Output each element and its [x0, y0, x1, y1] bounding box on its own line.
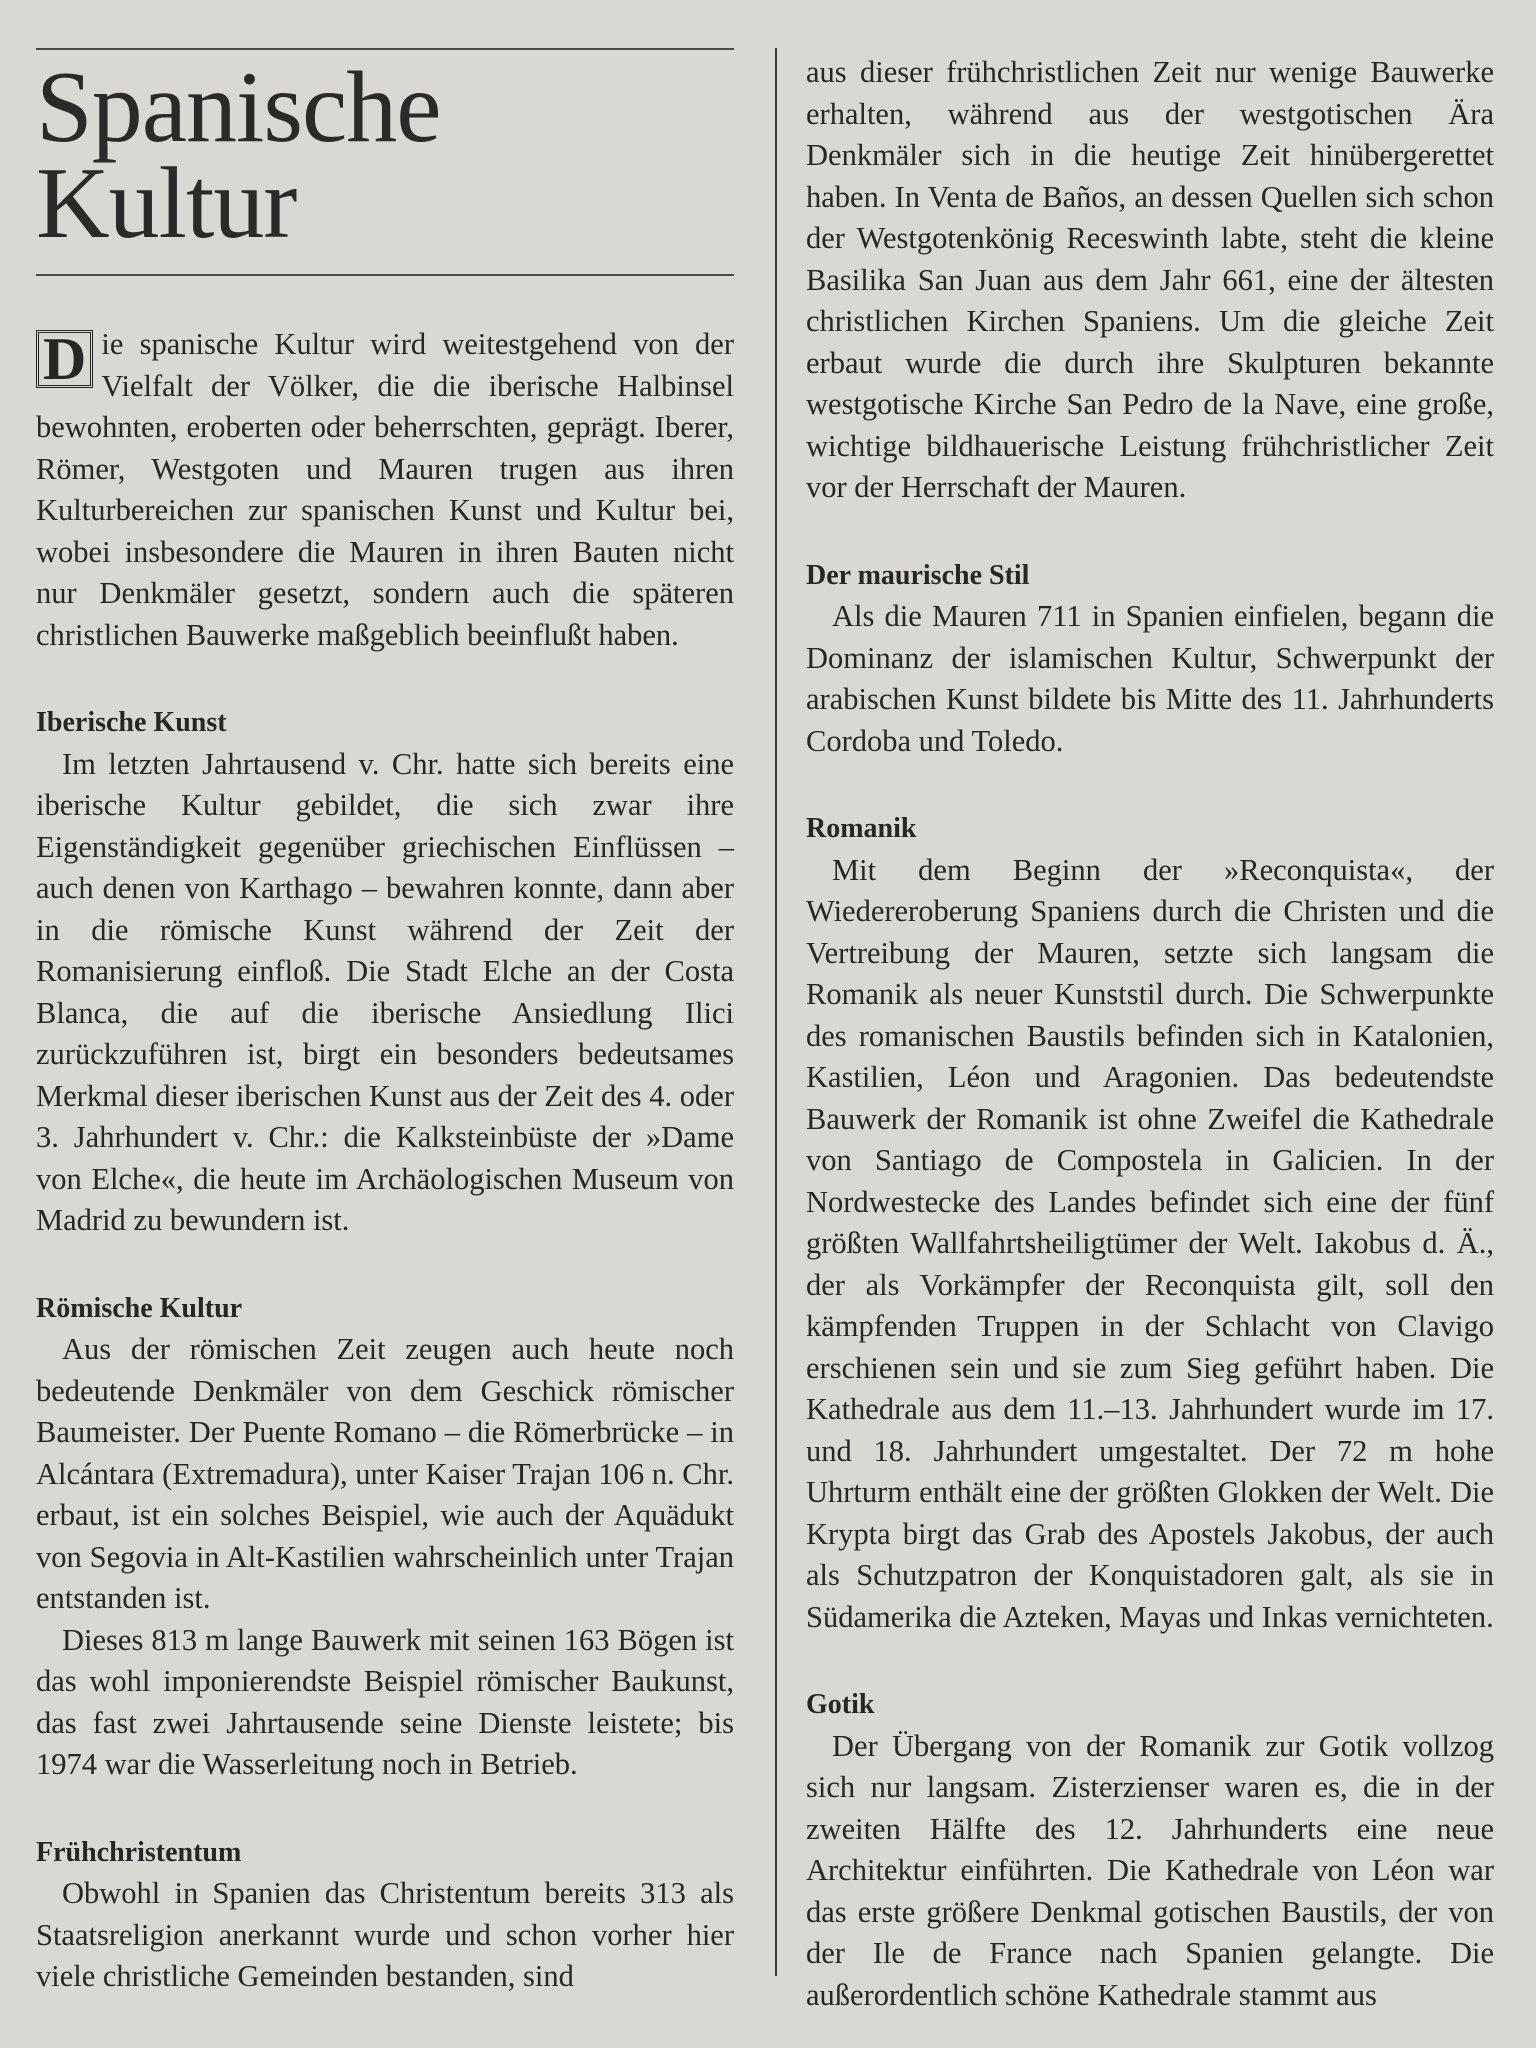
- page-title: [36, 51, 734, 260]
- fruehchristentum-continuation: aus dieser frühchristlichen Zeit nur wenige Bauwerke erhalten, während aus der westgotischen Ära Denkmäler sich in die heutige Zeit hinübergerettet haben. In Venta de Baños, an dessen Quellen sich schon der Westgotenkönig Receswinth labte, steht die kleine Basilika San Juan aus dem Jahr 661, eine der ältesten christlichen Kirchen Spaniens. Um die gleiche Zeit erbaut wurde die durch ihre Skulpturen bekannte westgotische Kirche San Pedro de la Nave, eine große, wichtige bildhauerische Leistung frühchristlicher Zeit vor der Herrschaft der Mauren.: [806, 55, 1494, 504]
- left-column: [36, 48, 734, 1998]
- heading-maurischer-stil: Der maurische Stil: [806, 559, 1030, 591]
- romanik-paragraph: Mit dem Beginn der »Reconquista«, der Wiedereroberung Spaniens durch die Christen und die Vertreibung der Mauren, setzte sich langsam die Romanik als neuer Kunststil durch. Die Schwerpunkte des romanischen Baustils befinden sich in Katalonien, Kastilien, Léon und Aragonien. Das bedeutendste Bauwerk der Romanik ist ohne Zweifel die Kathedrale von Santiago de Compostela in Galicien. In der Nordwestecke des Landes befindet sich eine der fünf größten Wallfahrtsheiligtümer der Welt. Iakobus d. Ä., der als Vorkämpfer der Reconquista gilt, soll den kämpfenden Truppen in der Schlacht von Clavigo erschienen sein und sie zum Sieg geführt haben. Die Kathedrale aus dem 11.–13. Jahrhundert wurde im 17. und 18. Jahrhundert umgestaltet. Der 72 m hohe Uhrturm enthält eine der größten Glokken der Welt. Die Krypta birgt das Grab des Apostels Jakobus, der auch als Schutzpatron der Konquistadoren galt, als sie in Südamerika die Azteken, Mayas und Inkas vernichteten.: [806, 852, 1494, 1634]
- right-column: [806, 52, 1494, 2016]
- iberische-paragraph: Im letzten Jahrtausend v. Chr. hatte sich bereits eine iberische Kultur gebildet, die sich zwar ihre Eigenständigkeit gegenüber griechischen Einflüssen – auch denen von Karthago – bewahren konnte, dann aber in die römische Kunst während der Zeit der Romanisierung einfloß. Die Stadt Elche an der Costa Blanca, die auf die iberische Ansiedlung Ilici zurückzuführen ist, birgt ein besonders bedeutsames Merkmal dieser iberischen Kunst aus der Zeit des 4. oder 3. Jahrhundert v. Chr.: die Kalksteinbüste der »Dame von Elche«, die heute im Archäologischen Museum von Madrid zu bewundern ist.: [36, 746, 734, 1237]
- column-divider: [775, 48, 777, 1976]
- maurische-paragraph: Als die Mauren 711 in Spanien einfielen, begann die Dominanz der islamischen Kultur, Schwerpunkt der arabischen Kunst bildete bis Mitte des 11. Jahrhunderts Cordoba und Toledo.: [806, 599, 1494, 758]
- drop-cap: D: [36, 330, 93, 388]
- intro-paragraph: [36, 324, 734, 656]
- heading-romanik: Romanik: [806, 813, 917, 844]
- heading-gotik: Gotik: [806, 1689, 875, 1720]
- heading-iberische-kunst: Iberische Kunst: [36, 707, 227, 738]
- title-top-rule: [36, 48, 734, 50]
- heading-fruehchristentum: Frühchristentum: [36, 1836, 242, 1868]
- roemische-paragraph-2: Dieses 813 m lange Bauwerk mit seinen 163 Bögen ist das wohl imponierendste Beispiel römischer Baukunst, das fast zwei Jahrtausende seine Dienste leistete; bis 1974 war die Wasserleitung noch in Betrieb.: [36, 1622, 734, 1781]
- heading-roemische-kultur: Römische Kultur: [36, 1292, 243, 1324]
- title-line-1: Spanische: [36, 51, 441, 164]
- intro-text: ie spanische Kultur wird weitestgehend von der Vielfalt der Völker, die die iberische Halbinsel bewohnten, eroberten oder beherrschten, geprägt. Iberer, Römer, Westgoten und Mauren trugen aus ihren Kulturbereichen zur spanischen Kunst und Kultur bei, wobei insbesondere die Mauren in ihren Bauten nicht nur Denkmäler gesetzt, sondern auch die späteren christlichen Bauwerke maßgeblich beeinflußt haben.: [36, 327, 734, 652]
- fruehchristentum-paragraph: Obwohl in Spanien das Christentum bereits 313 als Staatsreligion anerkannt wurde und schon vorher hier viele christliche Gemeinden bestanden, sind: [36, 1876, 734, 1993]
- title-bottom-rule: [36, 274, 734, 276]
- title-line-2: Kultur: [36, 147, 297, 260]
- gotik-paragraph: Der Übergang von der Romanik zur Gotik vollzog sich nur langsam. Zisterzienser waren es, die in der zweiten Hälfte des 12. Jahrhunderts eine neue Architektur einführten. Die Kathedrale von Léon war das erste größere Denkmal gotischen Baustils, der von der Ile de France nach Spanien gelangte. Die außerordentlich schöne Kathedrale stammt aus: [806, 1728, 1494, 2012]
- roemische-paragraph-1: Aus der römischen Zeit zeugen auch heute noch bedeutende Denkmäler von dem Geschick römischer Baumeister. Der Puente Romano – die Römerbrücke – in Alcántara (Extremadura), unter Kaiser Trajan 106 n. Chr. erbaut, ist ein solches Beispiel, wie auch der Aquädukt von Segovia in Alt-Kastilien wahrscheinlich unter Trajan entstanden ist.: [36, 1332, 734, 1615]
